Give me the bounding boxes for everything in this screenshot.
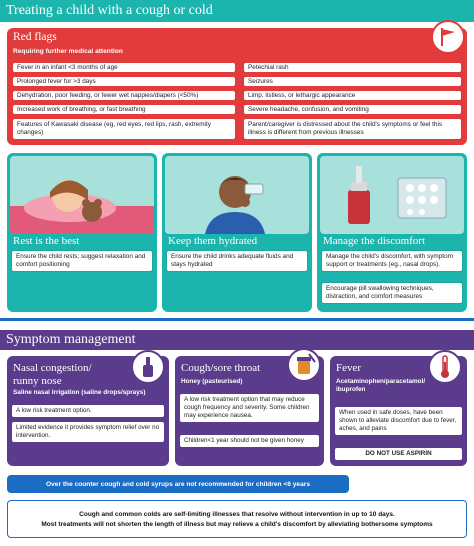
flag-icon <box>431 20 465 54</box>
cough-card-item: Children<1 year should not be given honey <box>179 434 320 448</box>
nasal-spray-icon <box>131 350 165 384</box>
cough-card-title: Cough/sore throat <box>181 362 261 374</box>
hydrate-card <box>162 153 312 312</box>
discomfort-card-item: Encourage pill swallowing techniques, distraction, and comfort measures <box>321 282 463 304</box>
red-flag-item: Severe headache, confusion, and vomiting <box>243 104 462 115</box>
discomfort-card <box>317 153 467 312</box>
sleeping-child-illustration <box>10 156 154 234</box>
footer-box <box>7 500 467 538</box>
nasal-card-title: Nasal congestion/ runny nose <box>13 362 92 387</box>
rest-card <box>7 153 157 312</box>
hydrate-card-item: Ensure the child drinks adequate fluids and stays hydrated <box>166 250 308 272</box>
fever-card-title: Fever <box>336 362 362 374</box>
red-flag-item: Prolonged fever for >3 days <box>12 76 236 87</box>
symptom-header-bar <box>0 330 474 350</box>
red-flag-item: Increased work of breathing, or fast breathing <box>12 104 236 115</box>
drinking-child-illustration <box>165 156 309 234</box>
cough-card-subtitle: Honey (pasteurised) <box>181 378 243 385</box>
rest-card-title: Rest is the best <box>13 235 80 247</box>
red-flags-panel <box>7 28 467 145</box>
nasal-card-item: Limited evidence it provides symptom relief over no intervention. <box>11 421 165 443</box>
medicine-illustration <box>320 156 464 234</box>
section-divider <box>0 318 474 321</box>
footer-line-1: Cough and common colds are self-limiting illnesses that resolve without intervention in up to 10 days. <box>79 510 395 518</box>
red-flag-item: Petechial rash <box>243 62 462 73</box>
nasal-card <box>7 356 169 466</box>
fever-card-item: When used in safe doses, have been shown to alleviate discomfort due to fever, aches, and pains <box>334 406 463 436</box>
nasal-card-item: A low risk treatment option. <box>11 404 165 418</box>
aspirin-warning: DO NOT USE ASPIRIN <box>334 447 463 461</box>
cough-card <box>175 356 324 466</box>
discomfort-card-item: Manage the child's discomfort, with symptom support or treatments (eg., nasal drops). <box>321 250 463 272</box>
otc-note-banner <box>7 475 349 493</box>
rest-card-item: Ensure the child rests; suggest relaxation and comfort positioning <box>11 250 153 272</box>
red-flag-item: Features of Kawasaki disease (eg, red eyes, red lips, rash, extremity changes) <box>12 118 236 140</box>
nasal-card-subtitle: Saline nasal irrigation (saline drops/sprays) <box>13 389 146 396</box>
page-title: Treating a child with a cough or cold <box>6 3 213 18</box>
fever-card-subtitle: Acetaminophen/paracetamol/ ibuprofen <box>336 378 426 394</box>
otc-note: Over the counter cough and cold syrups are not recommended for children <6 years <box>45 480 310 488</box>
honey-jar-icon <box>287 348 321 382</box>
hydrate-card-title: Keep them hydrated <box>168 235 258 247</box>
red-flag-item: Dehydration, poor feeding, or fewer wet nappies/diapers (<50%) <box>12 90 236 101</box>
header-bar <box>0 0 474 22</box>
fever-card <box>330 356 467 466</box>
red-flag-item: Fever in an infant <3 months of age <box>12 62 236 73</box>
red-flags-subtitle: Requiring further medical attention <box>13 48 123 55</box>
red-flag-item: Limp, listless, or lethargic appearance <box>243 90 462 101</box>
thermometer-icon <box>428 350 462 384</box>
cough-card-item: A low risk treatment option that may reduce cough frequency and severity. Some children may experience nausea. <box>179 393 320 423</box>
discomfort-card-title: Manage the discomfort <box>323 235 426 247</box>
symptom-title: Symptom management <box>6 332 136 347</box>
red-flag-item: Seizures <box>243 76 462 87</box>
red-flag-item: Parent/caregiver is distressed about the child's symptoms or feel this illness is different from previous illnesses <box>243 118 462 140</box>
footer-line-2: Most treatments will not shorten the length of illness but may relieve a child's discomfort by alleviating bothersome symptoms <box>41 520 433 528</box>
red-flags-title: Red flags <box>13 31 57 43</box>
